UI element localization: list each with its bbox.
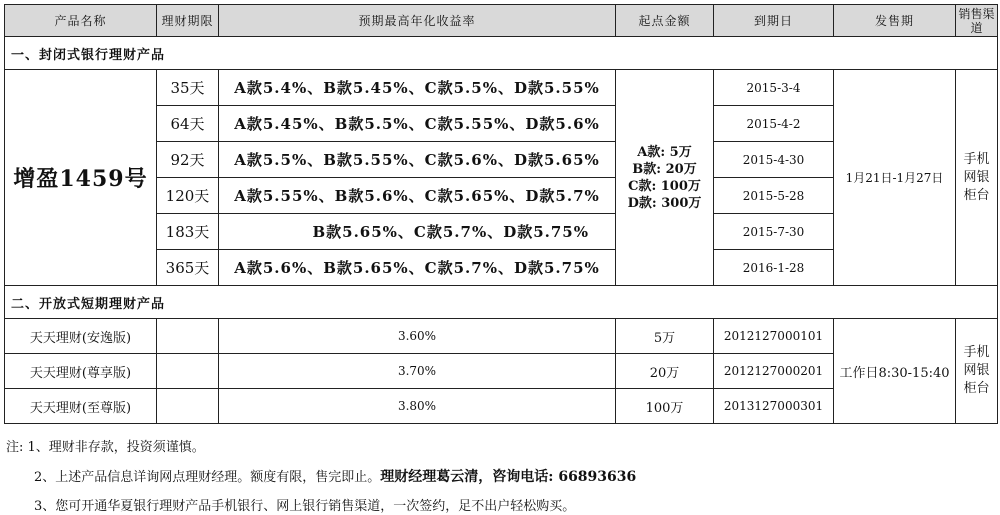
min-amount-line: D款: 300万 <box>627 195 702 211</box>
table-row <box>5 70 998 106</box>
rate-cell: B款5.65%、C款5.7%、D款5.75% <box>219 214 616 250</box>
open-rate-cell: 3.80% <box>219 389 616 424</box>
rate-cell: A款5.45%、B款5.5%、C款5.55%、D款5.6% <box>219 106 616 142</box>
note-2 <box>34 466 636 486</box>
open-code-cell: 2012127000101 <box>714 319 834 354</box>
term-cell: 120天 <box>157 178 219 214</box>
open-product-name: 天天理财(至尊版) <box>5 389 157 424</box>
open-product-name: 天天理财(尊享版) <box>5 354 157 389</box>
closed-channel <box>956 70 998 286</box>
rate-cell: A款5.4%、B款5.45%、C款5.5%、D款5.55% <box>219 70 616 106</box>
maturity-cell: 2016-1-28 <box>714 250 834 286</box>
open-min-amount-cell: 20万 <box>616 354 714 389</box>
channel-line: 柜台 <box>963 381 990 396</box>
maturity-cell: 2015-3-4 <box>714 70 834 106</box>
term-cell: 92天 <box>157 142 219 178</box>
open-term-cell <box>157 389 219 424</box>
header-row <box>5 5 998 37</box>
header-term: 理财期限 <box>157 5 219 37</box>
rate-cell: A款5.5%、B款5.55%、C款5.6%、D款5.65% <box>219 142 616 178</box>
term-cell: 64天 <box>157 106 219 142</box>
rate-cell: A款5.55%、B款5.6%、C款5.65%、D款5.7% <box>219 178 616 214</box>
closed-product-name: 增盈1459号 <box>5 70 157 286</box>
table-row <box>5 319 998 354</box>
channel-line: 手机 <box>963 151 990 167</box>
min-amount-line: A款: 5万 <box>637 144 692 160</box>
channel-line: 柜台 <box>963 187 990 203</box>
header-rate: 预期最高年化收益率 <box>219 5 616 37</box>
channel-line: 网银 <box>963 169 990 185</box>
open-term-cell <box>157 354 219 389</box>
open-term-cell <box>157 319 219 354</box>
channel-line: 网银 <box>963 363 990 378</box>
header-sale-period: 发售期 <box>834 5 956 37</box>
closed-min-amount <box>616 70 714 286</box>
rate-cell: A款5.6%、B款5.65%、C款5.7%、D款5.75% <box>219 250 616 286</box>
section-open-title: 二、开放式短期理财产品 <box>5 286 998 319</box>
header-channel: 销售渠道 <box>956 5 998 37</box>
section-closed-row <box>5 37 998 70</box>
note-1: 注: 1、理财非存款，投资须谨慎。 <box>6 440 205 455</box>
note-2-text: 2、上述产品信息详询网点理财经理。额度有限，售完即止。 <box>34 470 381 485</box>
open-rate-cell: 3.70% <box>219 354 616 389</box>
maturity-cell: 2015-4-2 <box>714 106 834 142</box>
min-amount-line: B款: 20万 <box>632 161 697 177</box>
section-closed-title: 一、封闭式银行理财产品 <box>5 37 998 70</box>
product-table <box>4 4 998 424</box>
channel-line: 手机 <box>963 345 990 360</box>
term-cell: 183天 <box>157 214 219 250</box>
open-channel <box>956 319 998 424</box>
term-cell: 365天 <box>157 250 219 286</box>
open-code-cell: 2013127000301 <box>714 389 834 424</box>
header-maturity: 到期日 <box>714 5 834 37</box>
open-product-name: 天天理财(安逸版) <box>5 319 157 354</box>
min-amount-line: C款: 100万 <box>628 178 701 194</box>
open-min-amount-cell: 5万 <box>616 319 714 354</box>
header-min-amount: 起点金额 <box>616 5 714 37</box>
section-open-row <box>5 286 998 319</box>
open-min-amount-cell: 100万 <box>616 389 714 424</box>
closed-sale-period: 1月21日-1月27日 <box>834 70 956 286</box>
open-rate-cell: 3.60% <box>219 319 616 354</box>
open-sale-period: 工作日8:30-15:40 <box>834 319 956 424</box>
maturity-cell: 2015-4-30 <box>714 142 834 178</box>
term-cell: 35天 <box>157 70 219 106</box>
header-product-name: 产品名称 <box>5 5 157 37</box>
maturity-cell: 2015-7-30 <box>714 214 834 250</box>
open-code-cell: 2012127000201 <box>714 354 834 389</box>
maturity-cell: 2015-5-28 <box>714 178 834 214</box>
note-2-contact: 理财经理葛云清，咨询电话: 66893636 <box>380 469 637 485</box>
note-3: 3、您可开通华夏银行理财产品手机银行、网上银行销售渠道，一次签约，足不出户轻松购买。 <box>34 499 576 514</box>
